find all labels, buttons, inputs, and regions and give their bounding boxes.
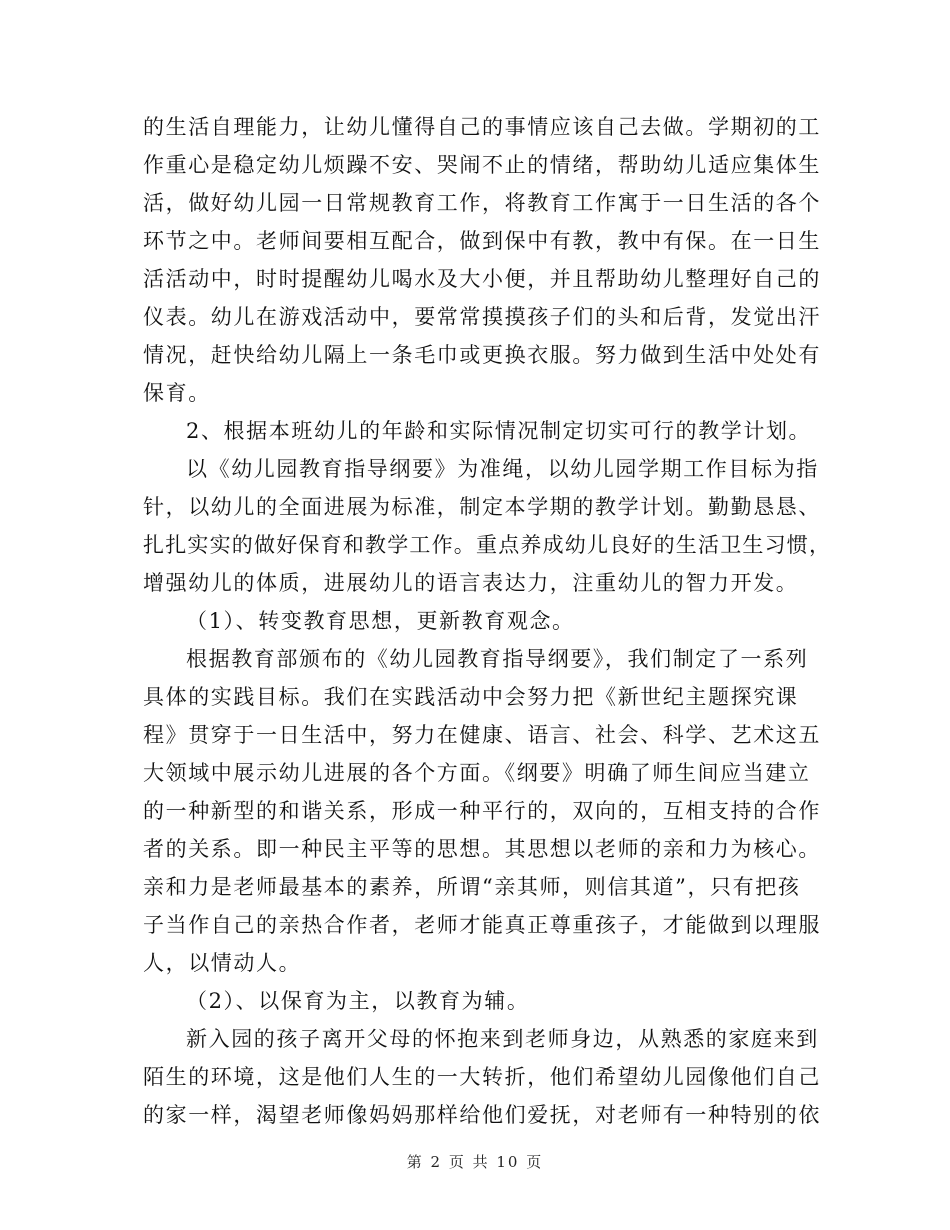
text-line: 以《幼儿园教育指导纲要》为准绳，以幼儿园学期工作目标为指 — [186, 457, 819, 481]
subsection-heading: （1）、转变教育思想，更新教育观念。 — [186, 609, 575, 633]
text-line: 陌生的环境，这是他们人生的一大转折，他们希望幼儿园像他们自己 — [143, 1065, 821, 1089]
text-line: 程》贯穿于一日生活中，努力在健康、语言、社会、科学、艺术这五 — [143, 723, 821, 747]
text-line: 的生活自理能力，让幼儿懂得自己的事情应该自己去做。学期初的工 — [143, 115, 821, 139]
page-number-footer: 第 2 页 共 10 页 — [406, 1153, 544, 1171]
text-line: 的一种新型的和谐关系，形成一种平行的，双向的，互相支持的合作 — [143, 799, 821, 823]
text-line: 环节之中。老师间要相互配合，做到保中有教，教中有保。在一日生 — [143, 229, 821, 253]
text-line: 作重心是稳定幼儿烦躁不安、哭闹不止的情绪，帮助幼儿适应集体生 — [143, 153, 821, 177]
text-line: 根据教育部颁布的《幼儿园教育指导纲要》，我们制定了一系列 — [186, 647, 809, 671]
text-line: 扎扎实实的做好保育和教学工作。重点养成幼儿良好的生活卫生习惯， — [143, 533, 832, 557]
text-line: 人，以情动人。 — [143, 951, 302, 975]
text-line: 情况，赶快给幼儿隔上一条毛巾或更换衣服。努力做到生活中处处有 — [143, 343, 821, 367]
text-line: 活活动中，时时提醒幼儿喝水及大小便，并且帮助幼儿整理好自己的 — [143, 267, 821, 291]
text-line: 增强幼儿的体质，进展幼儿的语言表达力，注重幼儿的智力开发。 — [143, 571, 799, 595]
text-line: 者的关系。即一种民主平等的思想。其思想以老师的亲和力为核心。 — [143, 837, 821, 861]
text-line: 活，做好幼儿园一日常规教育工作，将教育工作寓于一日生活的各个 — [143, 191, 821, 215]
text-line: 大领域中展示幼儿进展的各个方面。《纲要》明确了师生间应当建立 — [143, 761, 811, 785]
text-line: 仪表。幼儿在游戏活动中，要常常摸摸孩子们的头和后背，发觉出汗 — [143, 305, 821, 329]
text-line: 保育。 — [143, 381, 211, 405]
text-line: 子当作自己的亲热合作者，老师才能真正尊重孩子，才能做到以理服 — [143, 913, 821, 937]
text-line: 新入园的孩子离开父母的怀抱来到老师身边，从熟悉的家庭来到 — [186, 1027, 819, 1051]
text-line: 亲和力是老师最基本的素养，所谓“亲其师，则信其道”，只有把孩 — [143, 875, 801, 899]
subsection-heading: （2）、以保育为主，以教育为辅。 — [186, 989, 530, 1013]
section-heading: 2、根据本班幼儿的年龄和实际情况制定切实可行的教学计划。 — [186, 419, 812, 443]
text-line: 针，以幼儿的全面进展为标准，制定本学期的教学计划。勤勤恳恳、 — [143, 495, 821, 519]
text-line: 的家一样，渴望老师像妈妈那样给他们爱抚，对老师有一种特别的依 — [143, 1103, 821, 1127]
text-line: 具体的实践目标。我们在实践活动中会努力把《新世纪主题探究课 — [143, 685, 799, 709]
